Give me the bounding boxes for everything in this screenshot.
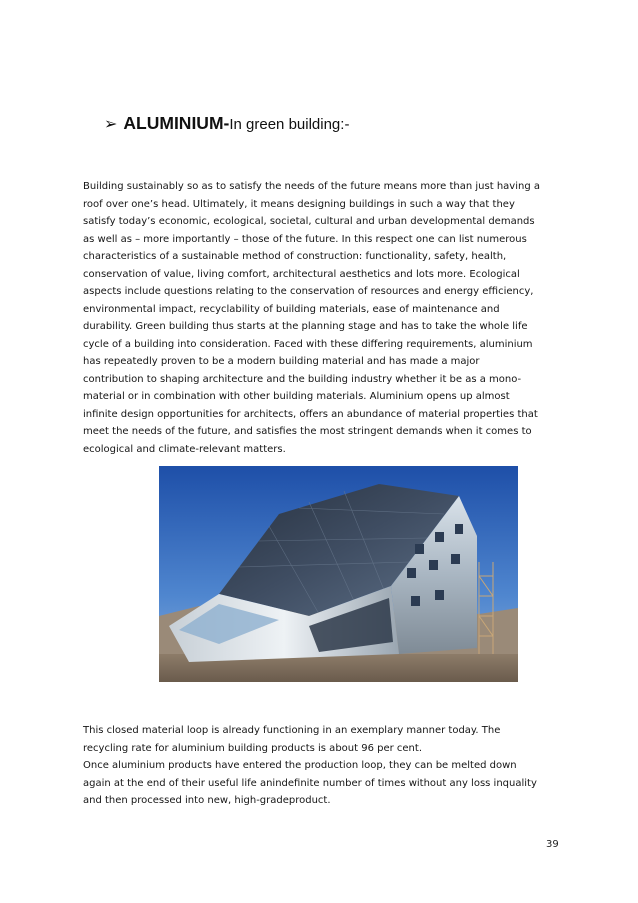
paragraph-line: recycling rate for aluminium building products is about 96 per cent. (83, 742, 422, 754)
paragraph-line: cycle of a building into consideration. Faced with these differing requirements, aluminium (83, 338, 533, 350)
paragraph-line: and then processed into new, high-gradeproduct. (83, 795, 331, 806)
paragraph-line: material or in combination with other building materials. Aluminium opens up almost (83, 391, 510, 402)
section-heading (104, 113, 349, 134)
page-number: 39 (546, 839, 559, 850)
paragraph-line: meet the needs of the future, and satisfies the most stringent demands when it comes to (83, 426, 532, 437)
paragraph-line: conservation of value, living comfort, architectural aesthetics and lots more. Ecological (83, 268, 520, 280)
paragraph-line: again at the end of their useful life anindefinite number of times without any loss inquality (83, 777, 537, 789)
intro-paragraph (83, 178, 573, 458)
building-photo (159, 466, 518, 682)
paragraph-line: characteristics of a sustainable method of construction: functionality, safety, health, (83, 251, 507, 262)
paragraph-line: Once aluminium products have entered the production loop, they can be melted down (83, 760, 517, 771)
paragraph-line: This closed material loop is already functioning in an exemplary manner today. The (83, 725, 501, 736)
paragraph-line: roof over one’s head. Ultimately, it means designing buildings in such a way that they (83, 198, 515, 210)
paragraph-line: infinite design opportunities for architects, offers an abundance of material properties that (83, 408, 538, 420)
paragraph-line: ecological and climate-relevant matters. (83, 443, 286, 455)
paragraph-line: as well as – more importantly – those of the future. In this respect one can list numerous (83, 233, 527, 245)
heading-subtitle: In green building:- (229, 116, 350, 133)
paragraph-line: durability. Green building thus starts at the planning stage and has to take the whole life (83, 321, 528, 332)
heading-title: ALUMINIUM- (123, 113, 230, 133)
paragraph-line: has repeatedly proven to be a modern building material and has made a major (83, 356, 480, 367)
aluminium-building-image (159, 466, 518, 682)
paragraph-line: contribution to shaping architecture and the building industry whether it be as a mono- (83, 373, 522, 385)
paragraph-line: satisfy today’s economic, ecological, societal, cultural and urban developmental demands (83, 216, 535, 227)
paragraph-line: environmental impact, recyclability of building materials, ease of maintenance and (83, 303, 500, 315)
recycling-paragraph (83, 722, 573, 810)
paragraph-line: aspects include questions relating to the conservation of resources and energy efficiency, (83, 286, 534, 297)
arrow-bullet-icon: ➢ (104, 116, 118, 133)
paragraph-line: Building sustainably so as to satisfy the needs of the future means more than just having a (83, 181, 540, 192)
